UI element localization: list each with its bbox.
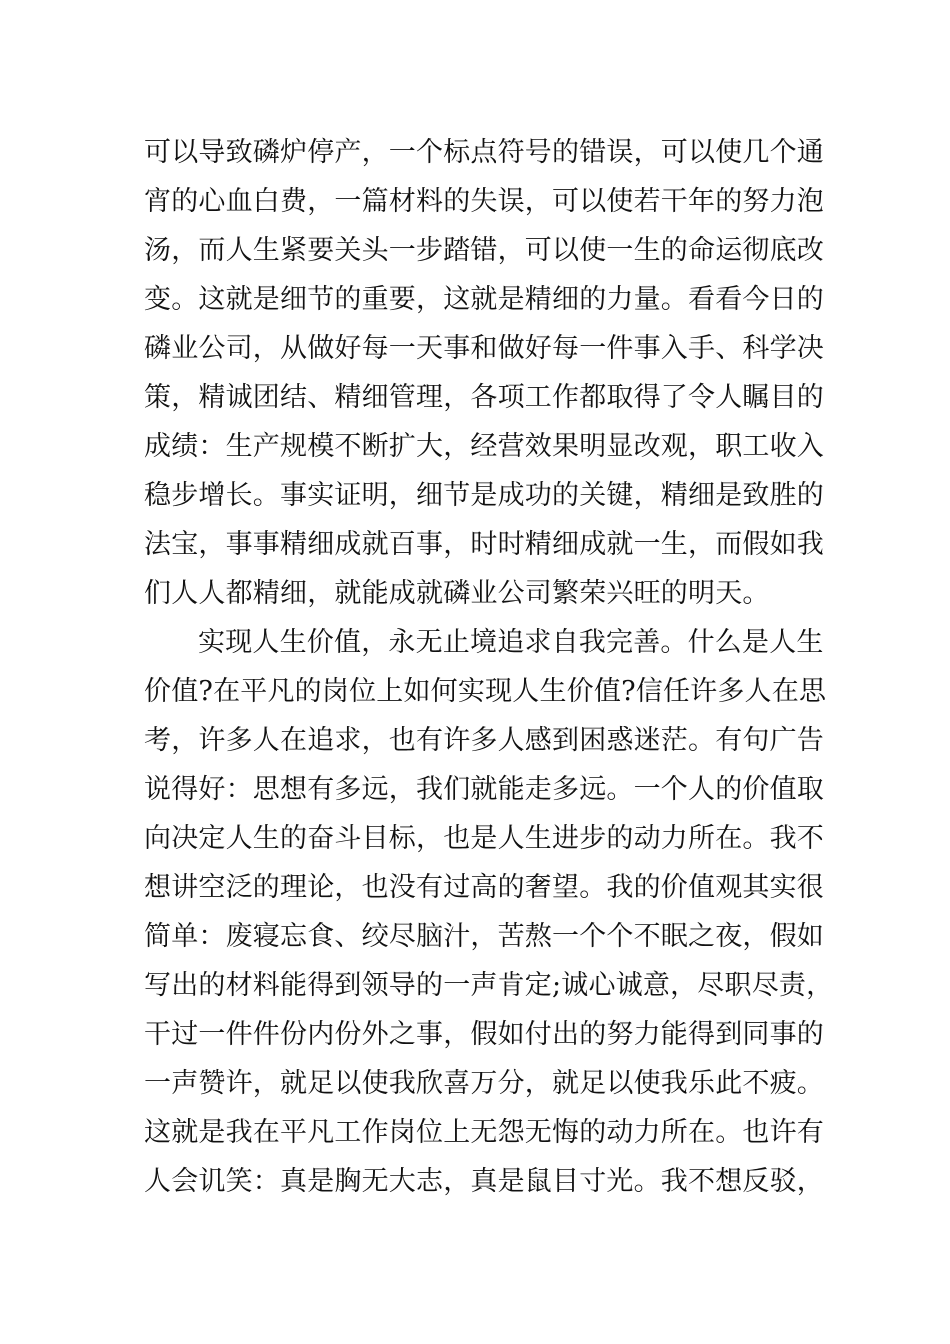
text-line: 变。这就是细节的重要，这就是精细的力量。看看今日的 (144, 284, 824, 315)
text-line: 考，许多人在追求，也有许多人感到困惑迷茫。有句广告 (144, 725, 824, 756)
text-line: 可以导致磷炉停产，一个标点符号的错误，可以使几个通 (144, 137, 824, 168)
document-body (144, 128, 834, 1206)
text-line: 简单：废寝忘食、绞尽脑汁，苦熬一个个不眠之夜，假如 (144, 921, 824, 952)
text-line: 这就是我在平凡工作岗位上无怨无悔的动力所在。也许有 (144, 1117, 824, 1148)
text-line: 成绩：生产规模不断扩大，经营效果明显改观，职工收入 (144, 431, 824, 462)
text-line: 汤，而人生紧要关头一步踏错，可以使一生的命运彻底改 (144, 235, 824, 266)
text-line: 策，精诚团结、精细管理，各项工作都取得了令人瞩目的 (144, 382, 824, 413)
text-line: 干过一件件份内份外之事，假如付出的努力能得到同事的 (144, 1019, 824, 1050)
text-line: 们人人都精细，就能成就磷业公司繁荣兴旺的明天。 (144, 578, 770, 609)
text-line-indented: 实现人生价值，永无止境追求自我完善。什么是人生 (198, 627, 824, 658)
text-line: 磷业公司，从做好每一天事和做好每一件事入手、科学决 (144, 333, 824, 364)
paragraph-1 (144, 128, 824, 618)
paragraph-2 (144, 618, 834, 1206)
text-line: 想讲空泛的理论，也没有过高的奢望。我的价值观其实很 (144, 872, 824, 903)
text-line: 人会讥笑：真是胸无大志，真是鼠目寸光。我不想反驳， (144, 1166, 824, 1197)
text-line: 写出的材料能得到领导的一声肯定;诚心诚意，尽职尽责， (144, 970, 834, 1001)
text-line: 稳步增长。事实证明，细节是成功的关键，精细是致胜的 (144, 480, 824, 511)
text-line: 向决定人生的奋斗目标，也是人生进步的动力所在。我不 (144, 823, 824, 854)
text-line: 法宝，事事精细成就百事，时时精细成就一生，而假如我 (144, 529, 824, 560)
text-line: 说得好：思想有多远，我们就能走多远。一个人的价值取 (144, 774, 824, 805)
text-line: 价值?在平凡的岗位上如何实现人生价值?信任许多人在思 (144, 676, 827, 707)
text-line: 宵的心血白费，一篇材料的失误，可以使若干年的努力泡 (144, 186, 824, 217)
text-line: 一声赞许，就足以使我欣喜万分，就足以使我乐此不疲。 (144, 1068, 824, 1099)
